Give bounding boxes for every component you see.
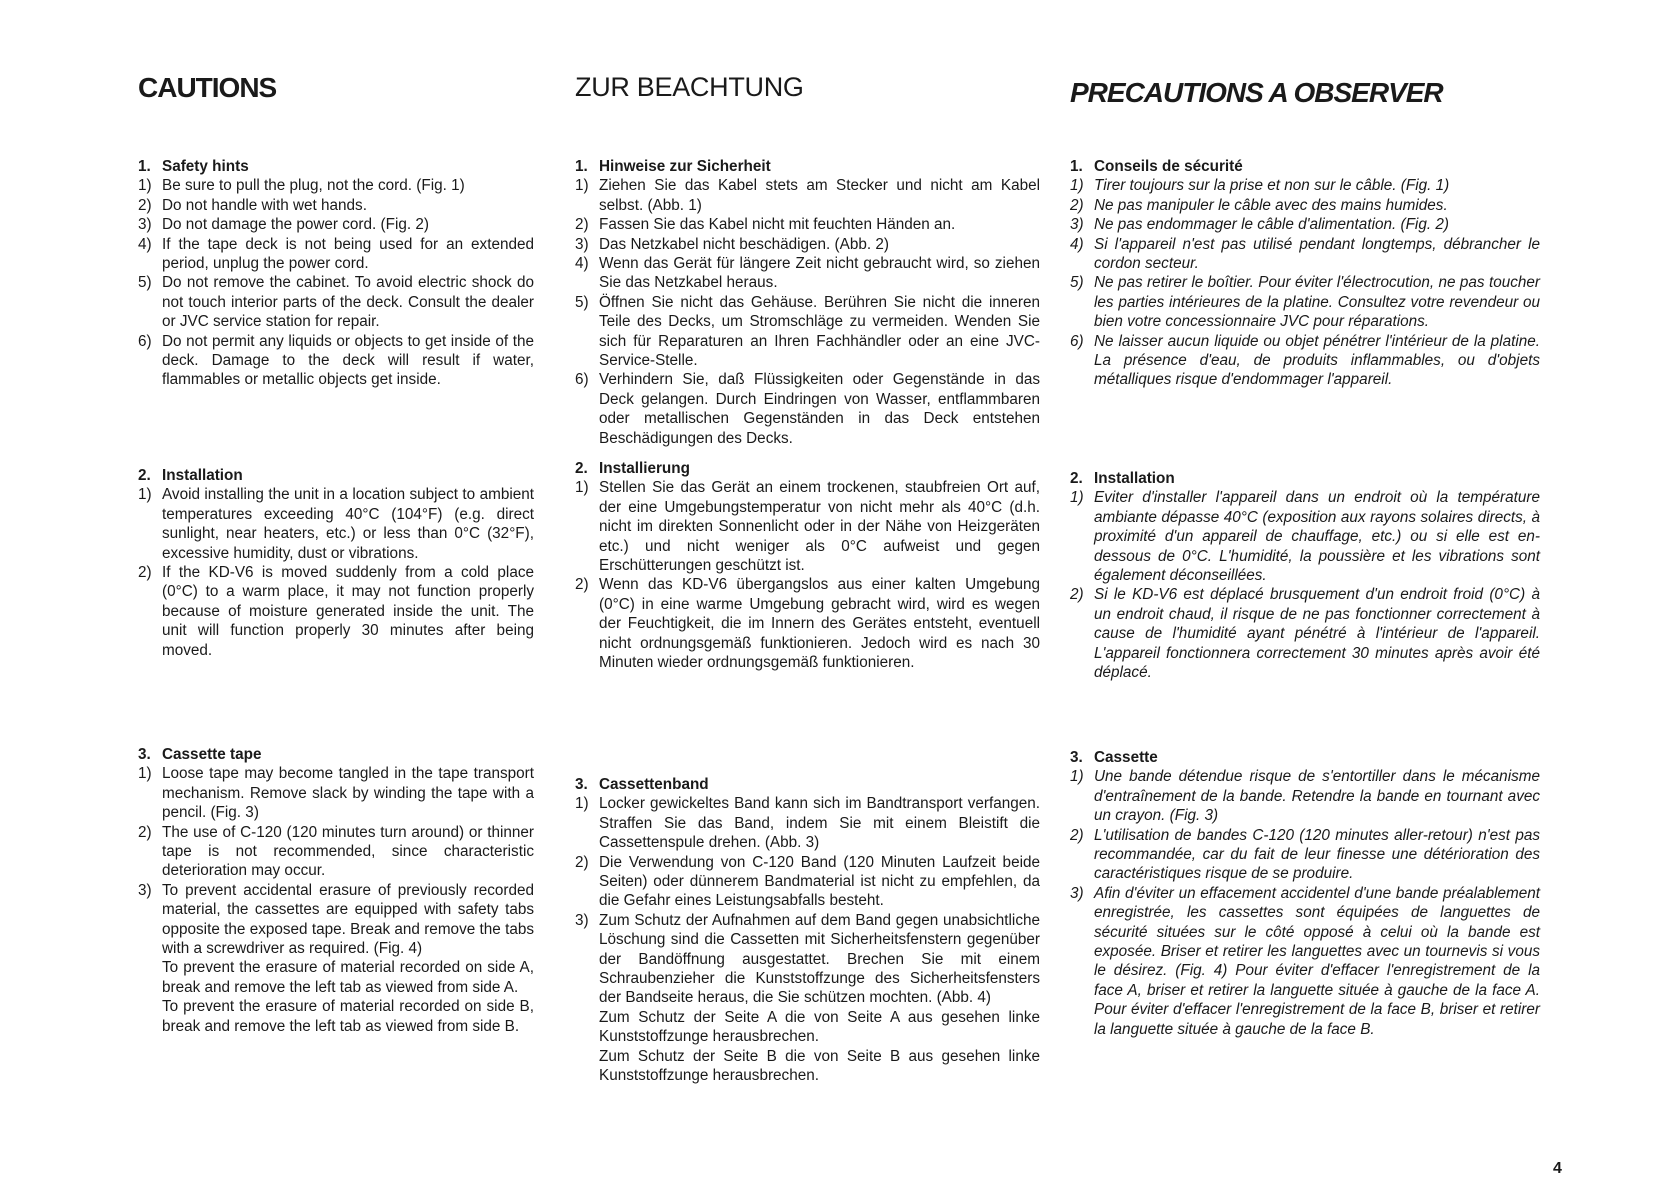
list-item: 5) Öffnen Sie nicht das Gehäuse. Berühren Sie nicht die inneren Teile des Decks, um Stromschläge zu vermeiden. Wenden Sie sich für Reparaturen an Ihren Fachhändler oder an eine JVC-Service-Stelle.: [575, 293, 1040, 370]
english-section-installation: [138, 466, 534, 660]
list-item: 3) Zum Schutz der Aufnahmen auf dem Band gegen unabsichtliche Löschung sind die Cassetten mit Sicherheitsfenstern gegenüber der Bandöffnung ausgestattet. Brechen Sie mit einem Schraubenzieher die Kunststoffzunge des Sicherheitsfensters der Bandseite heraus, die Sie schützen mochten. (Abb. 4): [575, 911, 1040, 1007]
list-note: To prevent the erasure of material recorded on side A, break and remove the left tab as viewed from side A.: [162, 959, 534, 996]
list-item: 1) Une bande détendue risque de s'entortiller dans le mécanisme d'entraînement de la bande. Retendre la bande en tournant avec un crayon. (Fig. 3): [1070, 768, 1540, 825]
list-item: 2) Wenn das KD-V6 übergangslos aus einer kalten Umgebung (0°C) in eine warme Umgebung gebracht wird, wird es wegen der Feuchtigkeit, die im Innern des Gerätes entsteht, eventuell nicht ordnungsgemäß funktionieren. Jedoch wird es nach 30 Minuten wieder ordnungsgemäß funktionieren.: [575, 576, 1040, 672]
list-item: 1) Tirer toujours sur la prise et non sur le câble. (Fig. 1): [1070, 177, 1450, 195]
french-section-installation: [1070, 469, 1540, 682]
list-item: 1) Locker gewickeltes Band kann sich im Bandtransport verfangen. Straffen Sie das Band, indem Sie mit einem Bleistift die Cassettenspule drehen. (Abb. 3): [575, 795, 1040, 852]
section-title: 3. Cassette: [1070, 749, 1158, 766]
list-item: 1) Be sure to pull the plug, not the cord. (Fig. 1): [138, 177, 465, 195]
list-item: 6) Verhindern Sie, daß Flüssigkeiten oder Gegenstände in das Deck gelangen. Durch Eindringen von Wasser, entflammbaren oder metallischen Gegenständen in das Deck entstehen Beschädigungen des Decks.: [575, 371, 1040, 447]
list-note: To prevent the erasure of material recorded on side B, break and remove the left tab as viewed from side B.: [162, 998, 534, 1035]
list-item: 4) Si l'appareil n'est pas utilisé pendant longtemps, débrancher le cordon secteur.: [1070, 235, 1540, 273]
section-title: 3. Cassette tape: [138, 746, 262, 763]
french-section-safety: [1070, 157, 1540, 390]
list-item: 5) Ne pas retirer le boîtier. Pour éviter l'électrocution, ne pas toucher les parties intérieures de la platine. Consultez votre revendeur ou bien votre concessionnaire JVC pour réparations.: [1070, 274, 1540, 331]
list-item: 2) The use of C-120 (120 minutes turn around) or thinner tape is not recommended, since characteristic deterioration may occur.: [138, 823, 534, 880]
list-item: 3) Do not damage the power cord. (Fig. 2): [138, 216, 429, 234]
section-title: 1. Safety hints: [138, 158, 249, 175]
list-item: 1) Stellen Sie das Gerät an einem trockenen, staubfreien Ort auf, der eine Umgebungstemperatur von nicht mehr als 40°C (d.h. nicht im direkten Sonnenlicht oder in der Nähe von Heizgeräten etc.) und nicht weniger als 0°C aufweist und gegen Erschütterungen geschützt ist.: [575, 479, 1040, 575]
section-title: 2. Installation: [138, 467, 243, 484]
list-item: 2) L'utilisation de bandes C-120 (120 minutes aller-retour) n'est pas recommandée, car du fait de leur finesse une détérioration des caractéristiques risque de se produire.: [1070, 826, 1540, 883]
list-item: 2) Die Verwendung von C-120 Band (120 Minuten Laufzeit beide Seiten) oder dünnerem Bandmaterial ist nicht zu empfehlen, da die Gefahr eines Leistungsabfalls besteht.: [575, 853, 1040, 910]
list-item: 6) Ne laisser aucun liquide ou objet pénétrer l'intérieur de la platine. La présence d'eau, de produits inflammables, ou d'objets métalliques risque d'endommager l'appareil.: [1070, 332, 1540, 389]
list-item: 1) Eviter d'installer l'appareil dans un endroit où la température ambiante dépasse 40°C (exposition aux rayons solaires directs, à proximité d'un appareil de chauffage, etc.) ou si elle est en-dessous de 0°C. L'humidité, la poussière et les vibrations sont également déconseillées.: [1070, 489, 1540, 585]
list-item: 2) Fassen Sie das Kabel nicht mit feuchten Händen an.: [575, 216, 956, 234]
list-item: 1) Avoid installing the unit in a location subject to ambient temperatures exceeding 40°C (104°F) (e.g. direct sunlight, near heaters, etc.) or less than 0°C (32°F), excessive humidity, dust or vibrations.: [138, 486, 534, 562]
french-section-cassette: [1070, 748, 1540, 1039]
list-item: 3) To prevent accidental erasure of previously recorded material, the cassettes are equipped with safety tabs opposite the exposed tape. Break and remove the tabs with a screwdriver as required. (Fig. 4): [138, 881, 534, 958]
section-title: 1. Hinweise zur Sicherheit: [575, 158, 771, 175]
list-item: 2) Do not handle with wet hands.: [138, 196, 367, 214]
list-item: 4) If the tape deck is not being used for an extended period, unplug the power cord.: [138, 235, 534, 273]
list-item: 2) Ne pas manipuler le câble avec des mains humides.: [1070, 196, 1448, 214]
list-item: 4) Wenn das Gerät für längere Zeit nicht gebraucht wird, so ziehen Sie das Netzkabel heraus.: [575, 255, 1040, 292]
list-item: 1) Ziehen Sie das Kabel stets am Stecker und nicht am Kabel selbst. (Abb. 1): [575, 177, 1040, 214]
list-item: 2) If the KD-V6 is moved suddenly from a cold place (0°C) to a warm place, it may not function properly because of moisture generated inside the unit. The unit will function properly 30 minutes after being moved.: [138, 564, 534, 659]
french-heading: PRECAUTIONS A OBSERVER: [1070, 77, 1443, 108]
section-title: 2. Installierung: [575, 460, 690, 477]
list-item: 2) Si le KD-V6 est déplacé brusquement d'un endroit froid (0°C) à un endroit chaud, il risque de ne pas fonctionner correctement à cause de l'humidité ayant pénétré à l'intérieur de l'appareil. L'appareil fonctionnera correctement 30 minutes après avoir été déplacé.: [1070, 586, 1540, 682]
list-item: 3) Ne pas endommager le câble d'alimentation. (Fig. 2): [1070, 216, 1449, 234]
german-section-installation: [575, 459, 1040, 672]
german-heading: ZUR BEACHTUNG: [575, 72, 804, 102]
list-note: Zum Schutz der Seite B die von Seite B aus gesehen linke Kunststoffzunge herausbrechen.: [599, 1047, 1040, 1085]
section-title: 2. Installation: [1070, 470, 1175, 487]
list-note: Zum Schutz der Seite A die von Seite A aus gesehen linke Kunststoffzunge herausbrechen.: [599, 1008, 1040, 1046]
page-number: 4: [1553, 1160, 1562, 1177]
english-section-cassette-tape: [138, 745, 534, 1036]
german-section-safety: [575, 157, 1040, 448]
list-item: 3) Afin d'éviter un effacement accidentel d'une bande préalablement enregistrée, les cassettes sont équipées de languettes de sécurité situées sur le côté opposé à celui où la bande est exposée. Briser et retirer les languettes avec un tournevis si vous le désirez. (Fig. 4) Pour éviter d'effacer l'enregistrement de la face A, briser et retirer la languette située à gauche de la face A. Pour éviter d'effacer l'enregistrement de la face B, briser et retirer la languette située à gauche de la face B.: [1070, 884, 1540, 1038]
list-item: 1) Loose tape may become tangled in the tape transport mechanism. Remove slack by winding the tape with a pencil. (Fig. 3): [138, 765, 534, 822]
section-title: 3. Cassettenband: [575, 776, 709, 793]
section-title: 1. Conseils de sécurité: [1070, 158, 1243, 175]
list-item: 5) Do not remove the cabinet. To avoid electric shock do not touch interior parts of the deck. Consult the dealer or JVC service station for repair.: [138, 274, 534, 331]
german-section-cassette: [575, 775, 1040, 1086]
english-section-safety-hints: [138, 157, 534, 390]
list-item: 3) Das Netzkabel nicht beschädigen. (Abb. 2): [575, 235, 889, 253]
english-heading: CAUTIONS: [138, 72, 277, 103]
list-item: 6) Do not permit any liquids or objects to get inside of the deck. Damage to the deck will result if water, flammables or metallic objects get inside.: [138, 332, 534, 389]
